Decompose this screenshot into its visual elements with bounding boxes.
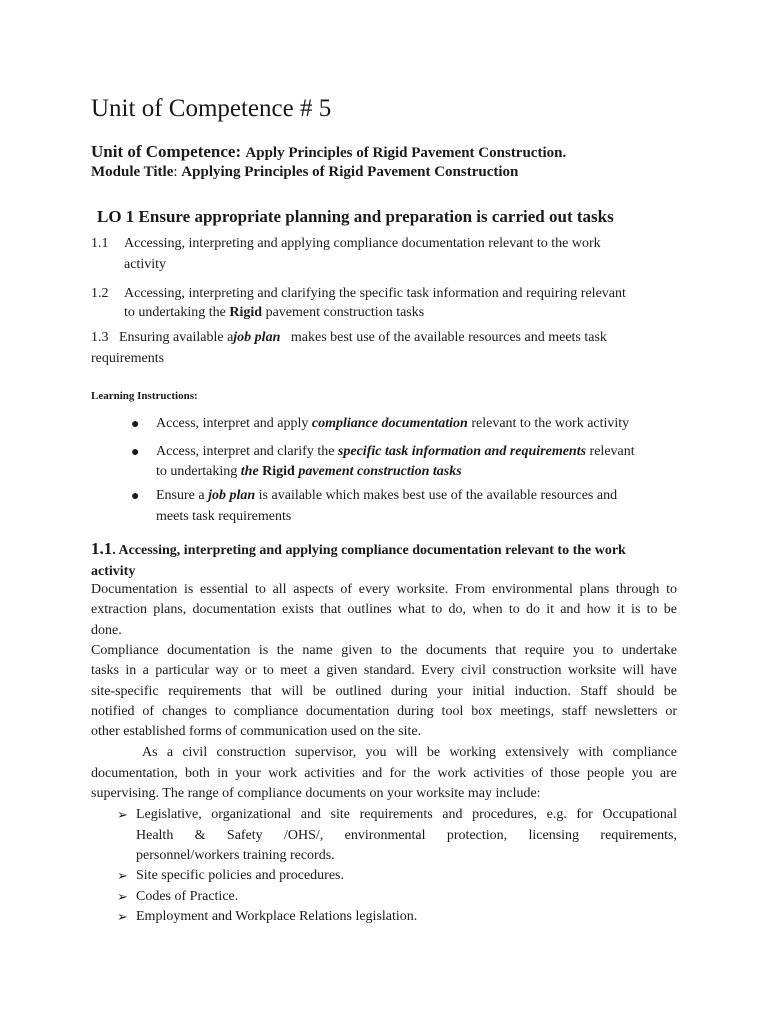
section-heading-line bbox=[91, 538, 691, 561]
outcome-text bbox=[124, 284, 684, 323]
outcome-fragment: to undertaking the bbox=[124, 305, 230, 320]
instruction-emphasis: the bbox=[240, 464, 263, 479]
instruction-fragment: Access, interpret and apply bbox=[156, 416, 312, 431]
unit-value: Apply Principles of Rigid Pavement Construction. bbox=[245, 145, 567, 161]
outcome-line bbox=[91, 328, 671, 348]
instruction-emphasis: specific task information and requirements bbox=[337, 444, 587, 459]
list-item-line: Employment and Workplace Relations legislation. bbox=[136, 909, 418, 924]
section-number: 1.1 bbox=[91, 539, 113, 558]
instruction-emphasis: Rigid bbox=[262, 464, 295, 479]
outcome-fragment: pavement construction tasks bbox=[262, 305, 425, 320]
instruction-line bbox=[156, 486, 696, 506]
bullet-icon: ● bbox=[131, 445, 140, 460]
outcome-line: requirements bbox=[91, 351, 165, 366]
paragraph-line: Compliance documentation is the name given to the documents that require you to undertake bbox=[91, 643, 677, 658]
list-item-line: personnel/workers training records. bbox=[136, 848, 335, 863]
arrow-bullet-icon: ➢ bbox=[117, 868, 128, 883]
page-title: Unit of Competence # 5 bbox=[91, 95, 332, 122]
arrow-bullet-icon: ➢ bbox=[117, 909, 128, 924]
module-title bbox=[91, 162, 518, 182]
outcome-number: 1.1 bbox=[91, 236, 109, 251]
paragraph-line: documentation, both in your work activities and for the work activities of those people you are bbox=[91, 766, 677, 781]
section-heading-text: . Accessing, interpreting and applying compliance documentation relevant to the work bbox=[112, 543, 626, 558]
list-item-line: Codes of Practice. bbox=[136, 889, 239, 904]
unit-label: Unit of Competence bbox=[91, 142, 236, 161]
section-heading-line: activity bbox=[91, 564, 136, 579]
outcome-number: 1.3 bbox=[91, 330, 109, 345]
paragraph-line: site-specific requirements that will be outlined during your initial induction. Staff should be bbox=[91, 684, 677, 699]
instruction-fragment: Ensure a bbox=[156, 488, 209, 503]
instruction-item bbox=[156, 442, 696, 482]
instruction-fragment: Access, interpret and clarify the bbox=[156, 444, 338, 459]
paragraph-line: tasks in a particular way or to meet a given standard. Every civil construction worksite will have bbox=[91, 663, 677, 678]
outcome-text bbox=[124, 234, 684, 275]
list-item-line: Site specific policies and procedures. bbox=[136, 868, 344, 883]
instruction-fragment: to undertaking bbox=[156, 464, 241, 479]
instruction-emphasis: pavement construction tasks bbox=[294, 464, 462, 479]
outcome-line: Accessing, interpreting and clarifying the specific task information and requiring relevant bbox=[124, 286, 626, 301]
paragraph-line: Documentation is essential to all aspects of every worksite. From environmental plans through to bbox=[91, 582, 677, 597]
section-heading bbox=[91, 538, 691, 582]
instruction-fragment: relevant bbox=[586, 444, 635, 459]
outcome-text bbox=[91, 328, 671, 369]
instruction-emphasis: job plan bbox=[208, 488, 256, 503]
outcome-number: 1.2 bbox=[91, 286, 109, 301]
lo-heading: LO 1 Ensure appropriate planning and preparation is carried out tasks bbox=[97, 207, 614, 226]
arrow-bullet-icon: ➢ bbox=[117, 807, 128, 822]
paragraph-line: supervising. The range of compliance documents on your worksite may include: bbox=[91, 786, 541, 801]
arrow-bullet-icon: ➢ bbox=[117, 889, 128, 904]
bullet-icon: ● bbox=[131, 417, 140, 432]
instruction-item bbox=[156, 414, 696, 434]
bullet-icon: ● bbox=[131, 489, 140, 504]
outcome-line: activity bbox=[124, 257, 166, 272]
unit-of-competence bbox=[91, 141, 566, 164]
instruction-line bbox=[156, 442, 696, 462]
module-label: Module Title bbox=[91, 164, 174, 180]
paragraph-line: done. bbox=[91, 623, 122, 638]
outcome-fragment: Ensuring available a bbox=[119, 330, 234, 345]
module-value: Applying Principles of Rigid Pavement Construction bbox=[181, 164, 519, 180]
instruction-line: meets task requirements bbox=[156, 509, 292, 524]
list-item-line: Health & Safety /OHS/, environmental protection, licensing requirements, bbox=[136, 828, 677, 843]
outcome-emphasis: Rigid bbox=[229, 305, 263, 320]
instruction-emphasis: compliance documentation bbox=[311, 416, 468, 431]
paragraph-line: other established forms of communication used on the site. bbox=[91, 724, 422, 739]
outcome-line bbox=[124, 303, 684, 323]
paragraph-line: notified of changes to compliance documentation during tool box meetings, staff newsletters or bbox=[91, 704, 677, 719]
outcome-fragment: makes best use of the available resources and meets task bbox=[280, 330, 607, 345]
paragraph-line: extraction plans, documentation exists that outlines what to do, when to do it and how it is to be bbox=[91, 602, 677, 617]
job-plan-emphasis: job plan bbox=[233, 330, 281, 345]
instruction-item bbox=[156, 486, 696, 527]
module-sep: : bbox=[173, 164, 182, 180]
unit-sep: : bbox=[235, 142, 246, 161]
list-item-line: Legislative, organizational and site requirements and procedures, e.g. for Occupational bbox=[136, 807, 677, 822]
learning-instructions-heading: Learning Instructions: bbox=[91, 390, 198, 402]
instruction-fragment: is available which makes best use of the available resources and bbox=[255, 488, 618, 503]
instruction-line bbox=[156, 462, 696, 482]
instruction-fragment: relevant to the work activity bbox=[467, 416, 630, 431]
paragraph-line: As a civil construction supervisor, you will be working extensively with compliance bbox=[142, 745, 677, 760]
outcome-line: Accessing, interpreting and applying compliance documentation relevant to the work bbox=[124, 236, 601, 251]
